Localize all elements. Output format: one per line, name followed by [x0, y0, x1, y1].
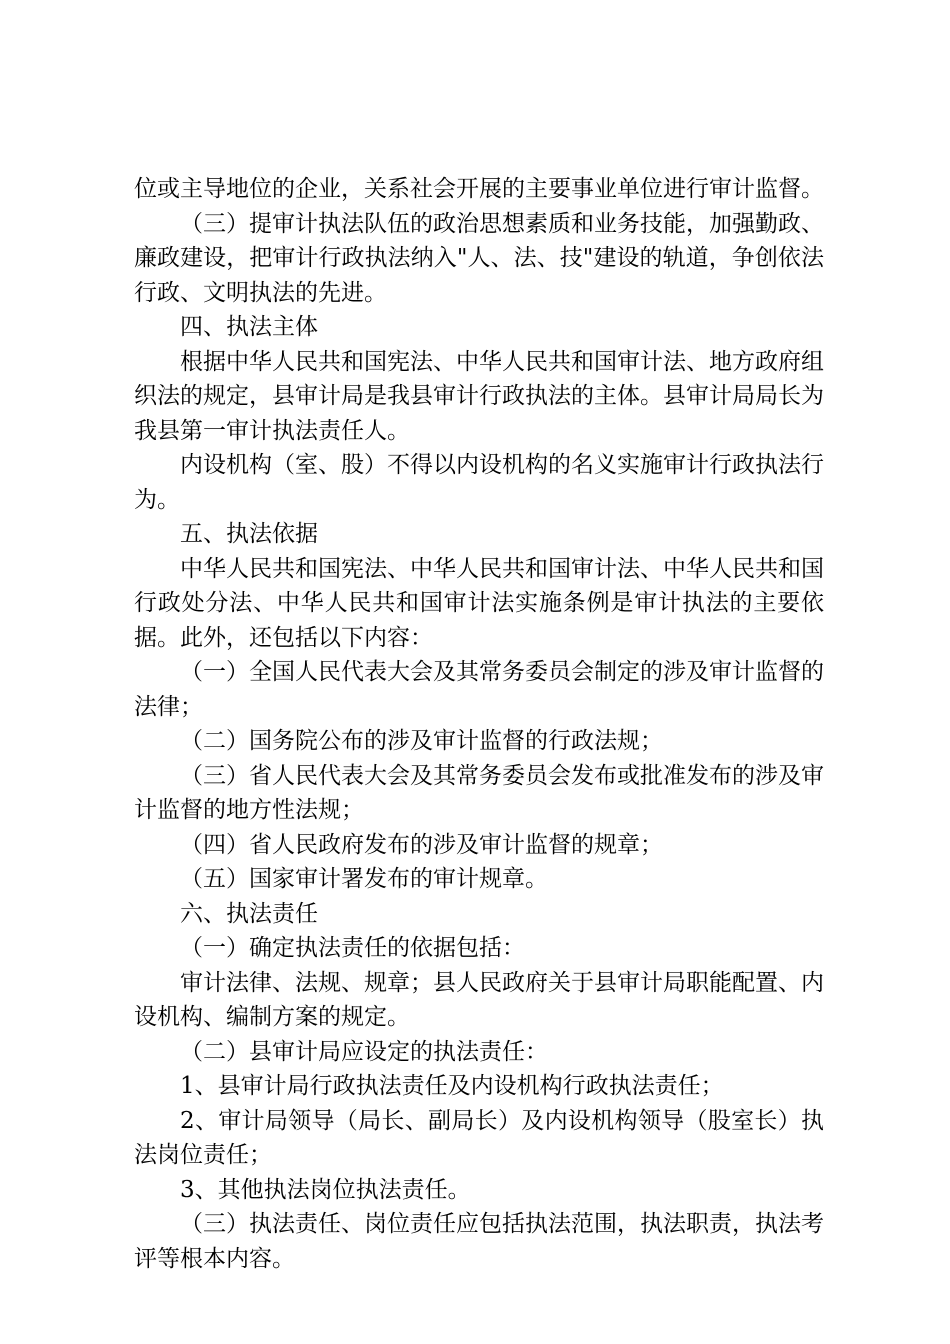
- paragraph: 内设机构（室、股）不得以内设机构的名义实施审计行政执法行为。: [134, 452, 824, 513]
- paragraph: （二）县审计局应设定的执法责任：: [180, 1038, 548, 1065]
- paragraph: （三）省人民代表大会及其常务委员会发布或批准发布的涉及审计监督的地方性法规；: [134, 762, 824, 823]
- paragraph: 五、执法依据: [180, 521, 318, 547]
- paragraph: 位或主导地位的企业，关系社会开展的主要事业单位进行审计监督。: [134, 176, 824, 202]
- paragraph: 审计法律、法规、规章；县人民政府关于县审计局职能配置、内设机构、编制方案的规定。: [134, 969, 824, 1030]
- paragraph: （三）提审计执法队伍的政治思想素质和业务技能，加强勤政、廉政建设，把审计行政执法纳入"人、法、技"建设的轨道，争创依法行政、文明执法的先进。: [134, 210, 824, 306]
- paragraph: 中华人民共和国宪法、中华人民共和国审计法、中华人民共和国行政处分法、中华人民共和国审计法实施条例是审计执法的主要依据。此外，还包括以下内容：: [134, 555, 824, 651]
- paragraph: 3、其他执法岗位执法责任。: [180, 1176, 471, 1203]
- paragraph: （一）确定执法责任的依据包括：: [180, 935, 525, 961]
- paragraph: （三）执法责任、岗位责任应包括执法范围，执法职责，执法考评等根本内容。: [134, 1211, 824, 1272]
- paragraph: （二）国务院公布的涉及审计监督的行政法规；: [180, 728, 663, 754]
- paragraph: 四、执法主体: [180, 314, 318, 340]
- paragraph: （一）全国人民代表大会及其常务委员会制定的涉及审计监督的法律；: [134, 659, 824, 720]
- paragraph: 2、审计局领导（局长、副局长）及内设机构领导（股室长）执法岗位责任；: [134, 1107, 824, 1168]
- paragraph: （五）国家审计署发布的审计规章。: [180, 866, 548, 892]
- paragraph: 根据中华人民共和国宪法、中华人民共和国审计法、地方政府组织法的规定，县审计局是我县审计行政执法的主体。县审计局局长为我县第一审计执法责任人。: [134, 348, 824, 444]
- paragraph: 1、县审计局行政执法责任及内设机构行政执法责任；: [180, 1073, 724, 1099]
- paragraph: （四）省人民政府发布的涉及审计监督的规章；: [180, 831, 663, 858]
- paragraph: 六、执法责任: [180, 900, 318, 927]
- document-body: [134, 172, 824, 1276]
